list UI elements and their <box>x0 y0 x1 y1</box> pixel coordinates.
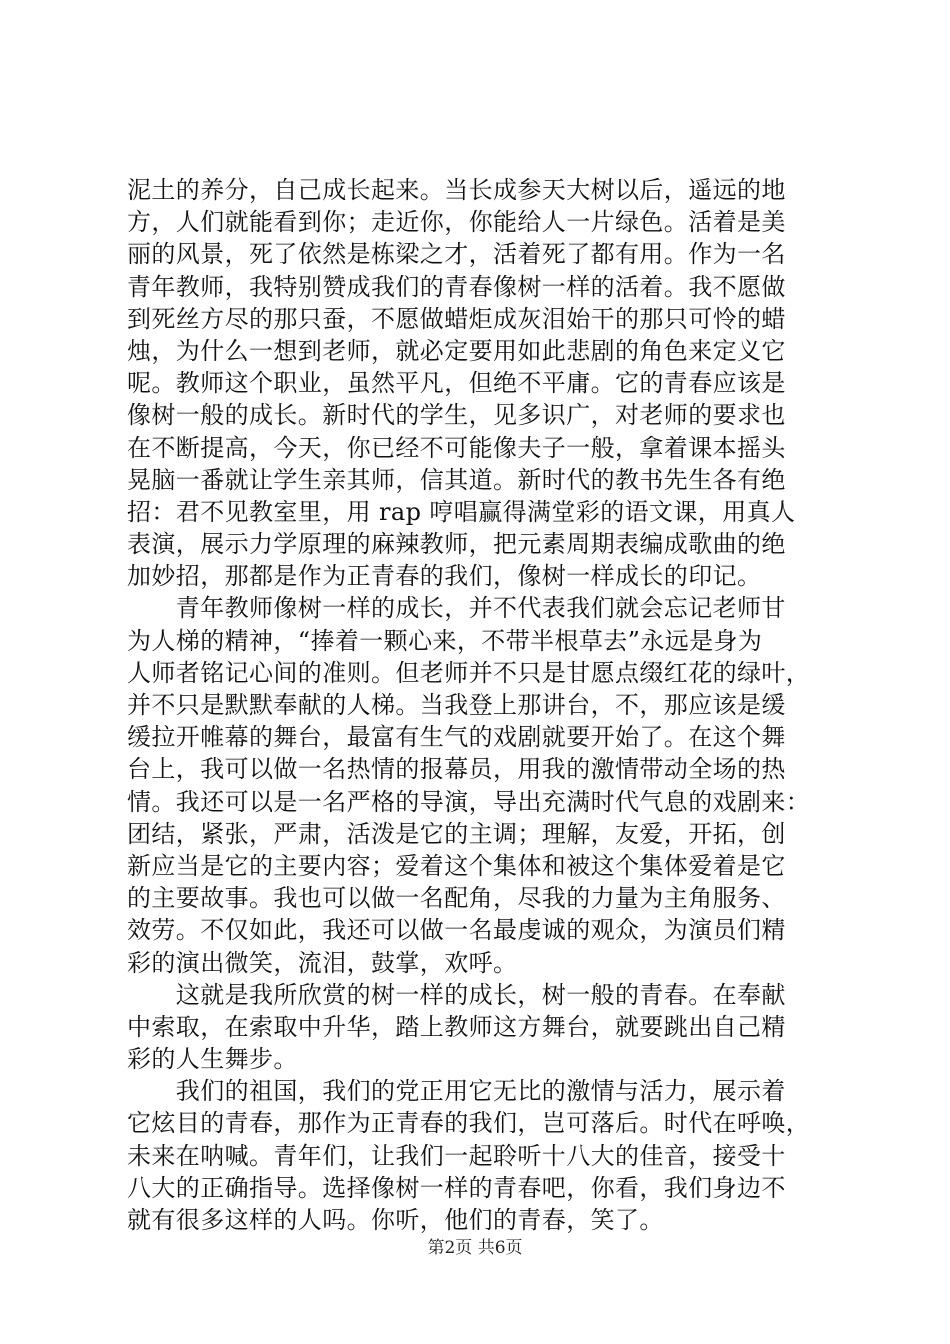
text-line: 我们的祖国，我们的党正用它无比的激情与活力，展示着 <box>127 1077 786 1106</box>
text-line: 呢。教师这个职业，虽然平凡，但绝不平庸。它的青春应该是 <box>127 369 786 398</box>
text-line: 台上，我可以做一名热情的报幕员，用我的激情带动全场的热 <box>127 755 786 784</box>
text-line: 晃脑一番就让学生亲其师，信其道。新时代的教书先生各有绝 <box>127 465 786 494</box>
text-line: 的主要故事。我也可以做一名配角，尽我的力量为主角服务、 <box>127 884 786 913</box>
text-line: 烛，为什么一想到老师，就必定要用如此悲剧的角色来定义它 <box>127 336 786 365</box>
text-line: 在不断提高，今天，你已经不可能像夫子一般，拿着课本摇头 <box>127 433 786 462</box>
text-line: 效劳。不仅如此，我还可以做一名最虔诚的观众，为演员们精 <box>127 916 786 945</box>
text-line: 到死丝方尽的那只蚕，不愿做蜡炬成灰泪始干的那只可怜的蜡 <box>127 304 786 333</box>
text-line: 团结，紧张，严肃，活泼是它的主调；理解，友爱，开拓，创 <box>127 819 786 848</box>
text-line: 缓拉开帷幕的舞台，最富有生气的戏剧就要开始了。在这个舞 <box>127 723 786 752</box>
text-line: 新应当是它的主要内容；爱着这个集体和被这个集体爱着是它 <box>127 851 786 880</box>
text-line: 青年教师，我特别赞成我们的青春像树一样的活着。我不愿做 <box>127 272 786 301</box>
text-line: 它炫目的青春，那作为正青春的我们，岂可落后。时代在呼唤， <box>127 1109 811 1138</box>
text-line: 情。我还可以是一名严格的导演，导出充满时代气息的戏剧来： <box>127 787 811 816</box>
text-line: 就有很多这样的人吗。你听，他们的青春，笑了。 <box>127 1206 664 1234</box>
text-line: 彩的演出微笑，流泪，鼓掌，欢呼。 <box>127 948 518 977</box>
text-line: 表演，展示力学原理的麻辣教师，把元素周期表编成歌曲的绝 <box>127 530 786 559</box>
text-line: 中索取，在索取中升华，踏上教师这方舞台，就要跳出自己精 <box>127 1012 786 1041</box>
text-line: 未来在呐喊。青年们，让我们一起聆听十八大的佳音，接受十 <box>127 1141 786 1170</box>
text-line: 加妙招，那都是作为正青春的我们，像树一样成长的印记。 <box>127 562 762 591</box>
text-line: 人师者铭记心间的准则。但老师并不只是甘愿点缀红花的绿叶， <box>127 658 811 687</box>
page-number-footer: 第2页 共6页 <box>427 1238 523 1258</box>
text-line: 泥土的养分，自己成长起来。当长成参天大树以后，遥远的地 <box>127 176 786 204</box>
text-line: 丽的风景，死了依然是栋梁之才，活着死了都有用。作为一名 <box>127 240 786 269</box>
text-line: 招：君不见教室里，用 rap 哼唱赢得满堂彩的语文课，用真人 <box>127 497 796 526</box>
text-line: 方，人们就能看到你；走近你，你能给人一片绿色。活着是美 <box>127 208 786 237</box>
text-line: 八大的正确指导。选择像树一样的青春吧，你看，我们身边不 <box>127 1173 786 1202</box>
text-line: 像树一般的成长。新时代的学生，见多识广，对老师的要求也 <box>127 401 786 430</box>
text-line: 彩的人生舞步。 <box>127 1045 298 1074</box>
text-line: 并不只是默默奉献的人梯。当我登上那讲台，不，那应该是缓 <box>127 691 786 719</box>
text-line: 为人梯的精神，“捧着一颗心来，不带半根草去”永远是身为 <box>127 626 763 655</box>
text-line: 青年教师像树一样的成长，并不代表我们就会忘记老师甘 <box>127 594 786 623</box>
document-body <box>127 174 832 1236</box>
text-line: 这就是我所欣赏的树一样的成长，树一般的青春。在奉献 <box>127 980 786 1009</box>
